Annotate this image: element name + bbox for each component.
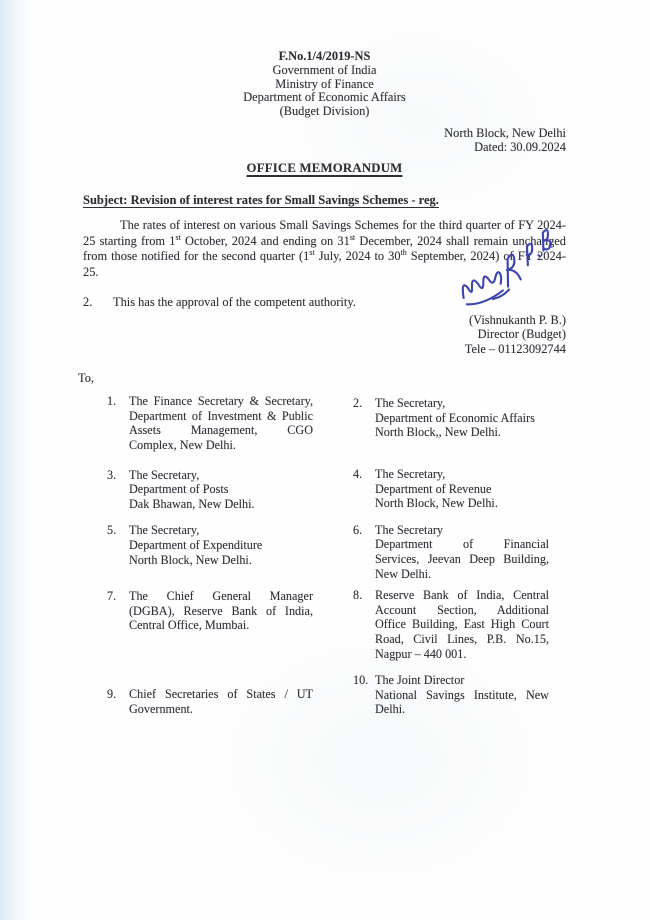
signatory-designation: Director (Budget) <box>477 327 566 342</box>
item-number: 5. <box>107 523 117 538</box>
place-line: North Block, New Delhi <box>444 125 566 140</box>
item-number: 6. <box>353 522 363 537</box>
date-line: Dated: 30.09.2024 <box>474 140 566 155</box>
list-item-4 <box>353 467 549 511</box>
list-item-10 <box>353 673 549 717</box>
signatory-block <box>83 313 566 356</box>
item-number: 8. <box>353 588 363 603</box>
list-item-7 <box>107 589 313 633</box>
item-address: The Secretary, Department of Revenue North Block, New Delhi. <box>375 467 498 511</box>
memo-title: OFFICE MEMORANDUM <box>246 161 403 176</box>
column-gap <box>313 394 353 717</box>
distribution-column-right <box>353 394 549 717</box>
item-address: The Finance Secretary & Secretary, Department of Investment & Public Assets Management, CGO Complex, New Delhi. <box>129 394 313 453</box>
item-address: Reserve Bank of India, Central Account Section, Additional Office Building, East High Court Road, Civil Lines, P.B. No.15, Nagpur – 440 001. <box>375 588 549 661</box>
subject-line: Subject: Revision of interest rates for Small Savings Schemes - reg. <box>83 193 439 208</box>
item-number: 7. <box>107 589 117 604</box>
file-number: F.No.1/4/2019-NS <box>278 49 371 63</box>
item-number: 9. <box>107 686 117 701</box>
item-address: The Secretary, Department of Expenditure North Block, New Delhi. <box>129 523 263 567</box>
distribution-column-left <box>107 394 313 717</box>
item-number: 3. <box>107 467 117 482</box>
list-item-9 <box>107 687 313 716</box>
org-line-government: Government of India <box>272 62 377 77</box>
org-line-division: (Budget Division) <box>279 104 370 119</box>
item-number: 4. <box>353 467 363 482</box>
signature-scribble <box>452 238 574 300</box>
signatory-name: (Vishnukanth P. B.) <box>468 313 566 328</box>
org-line-ministry: Ministry of Finance <box>275 76 374 91</box>
org-line-department: Department of Economic Affairs <box>243 90 406 105</box>
approval-text: This has the approval of the competent authority. <box>113 295 356 310</box>
signatory-phone: Tele – 01123092744 <box>464 341 566 356</box>
item-address: The Secretary Department of Financial Services, Jeevan Deep Building, New Delhi. <box>375 522 549 581</box>
place-date-block <box>83 126 566 154</box>
item-address: The Joint Director National Savings Institute, New Delhi. <box>375 673 549 717</box>
distribution-list <box>83 394 566 717</box>
item-address: The Secretary, Department of Economic Affairs North Block,, New Delhi. <box>375 396 535 440</box>
list-item-6 <box>353 523 549 581</box>
item-number: 1. <box>107 394 117 409</box>
body-paragraph: The rates of interest on various Small Savings Schemes for the third quarter of FY 2024-25 starting from 1st October, 2024 and ending on 31st December, 2024 shall remain unchanged from those notified for the second quarter (1st July, 2024 to 30th September, 2024) of FY 2024-25. <box>83 218 566 279</box>
item-number: 2. <box>353 396 363 411</box>
paragraph-number: 2. <box>83 295 93 310</box>
item-address: The Chief General Manager (DGBA), Reserve Bank of India, Central Office, Mumbai. <box>129 589 313 633</box>
list-item-1 <box>107 394 313 452</box>
list-item-3 <box>107 468 313 512</box>
item-address: Chief Secretaries of States / UT Government. <box>129 686 313 716</box>
list-item-8 <box>353 588 549 661</box>
salutation: To, <box>78 371 94 386</box>
item-address: The Secretary, Department of Posts Dak Bhawan, New Delhi. <box>129 467 255 511</box>
item-number: 10. <box>353 673 369 688</box>
list-item-5 <box>107 523 313 567</box>
list-item-2 <box>353 396 549 440</box>
